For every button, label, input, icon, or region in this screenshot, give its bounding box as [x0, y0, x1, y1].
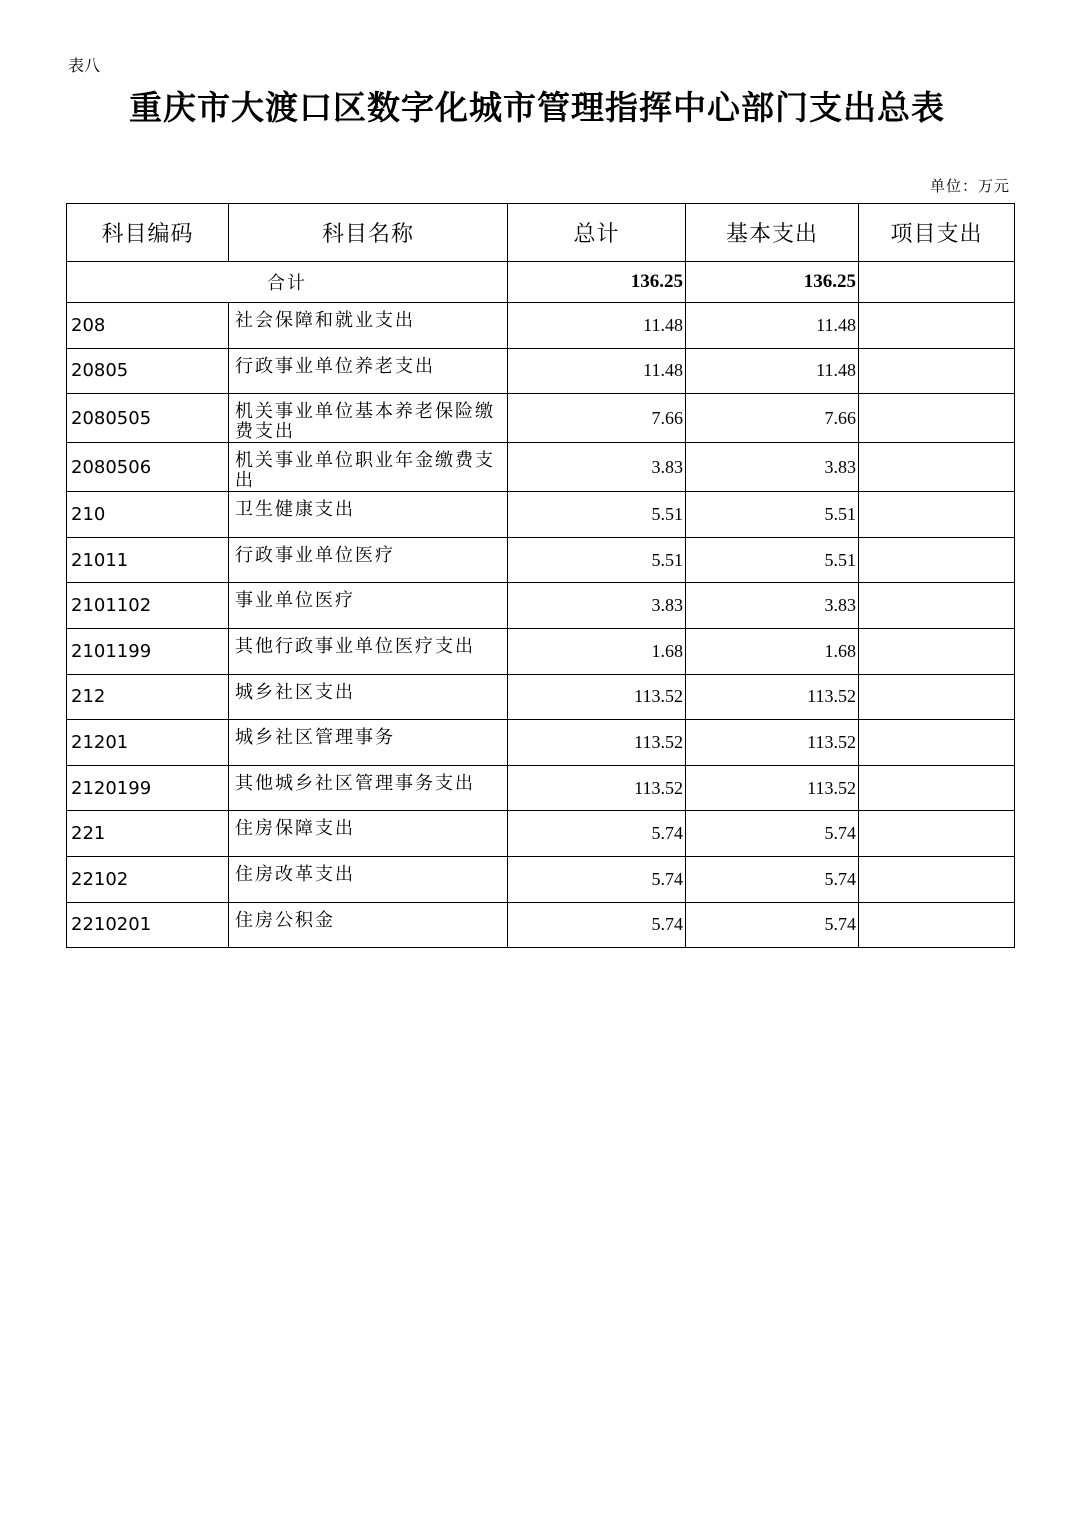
- row-code: 2210201: [67, 902, 229, 948]
- table-row: [67, 811, 1015, 857]
- row-name: 城乡社区管理事务: [229, 720, 508, 766]
- table-row: [67, 674, 1015, 720]
- row-basic-value: 113.52: [686, 765, 859, 811]
- row-total-value: 5.51: [508, 537, 686, 583]
- row-name: 其他城乡社区管理事务支出: [229, 765, 508, 811]
- row-total-value: 11.48: [508, 303, 686, 349]
- row-total-value: 5.74: [508, 811, 686, 857]
- column-header-name: 科目名称: [229, 204, 508, 262]
- row-project-value: [859, 856, 1015, 902]
- row-basic-value: 7.66: [686, 394, 859, 443]
- row-project-value: [859, 583, 1015, 629]
- row-total-value: 113.52: [508, 765, 686, 811]
- row-code: 208: [67, 303, 229, 349]
- page-title: 重庆市大渡口区数字化城市管理指挥中心部门支出总表: [129, 88, 945, 127]
- row-basic-value: 5.74: [686, 902, 859, 948]
- row-basic-value: 1.68: [686, 628, 859, 674]
- row-basic-value: 11.48: [686, 303, 859, 349]
- table-header-row: [67, 204, 1015, 262]
- column-header-project: 项目支出: [859, 204, 1015, 262]
- row-name: 社会保障和就业支出: [229, 303, 508, 349]
- row-project-value: [859, 348, 1015, 394]
- row-name: 住房改革支出: [229, 856, 508, 902]
- row-basic-value: 3.83: [686, 443, 859, 492]
- row-name: 卫生健康支出: [229, 492, 508, 538]
- row-project-value: [859, 720, 1015, 766]
- row-name: 机关事业单位职业年金缴费支出: [229, 443, 508, 492]
- table-row: [67, 492, 1015, 538]
- row-name: 住房保障支出: [229, 811, 508, 857]
- row-total-value: 1.68: [508, 628, 686, 674]
- row-basic-value: 5.51: [686, 537, 859, 583]
- row-code: 2080506: [67, 443, 229, 492]
- expense-table: [66, 203, 1015, 948]
- row-project-value: [859, 674, 1015, 720]
- row-code: 2101199: [67, 628, 229, 674]
- row-code: 2101102: [67, 583, 229, 629]
- table-row: [67, 628, 1015, 674]
- table-row: [67, 902, 1015, 948]
- table-label: 表八: [68, 56, 101, 75]
- row-code: 20805: [67, 348, 229, 394]
- row-project-value: [859, 443, 1015, 492]
- row-basic-value: 113.52: [686, 674, 859, 720]
- row-project-value: [859, 628, 1015, 674]
- row-project-value: [859, 811, 1015, 857]
- row-total-value: 7.66: [508, 394, 686, 443]
- row-total-value: 5.51: [508, 492, 686, 538]
- table-row: [67, 537, 1015, 583]
- row-basic-value: 11.48: [686, 348, 859, 394]
- table-row: [67, 443, 1015, 492]
- table-row: [67, 765, 1015, 811]
- row-name: 住房公积金: [229, 902, 508, 948]
- unit-label: 单位：万元: [929, 177, 1010, 195]
- row-total-value: 113.52: [508, 674, 686, 720]
- column-header-total: 总计: [508, 204, 686, 262]
- row-project-value: [859, 765, 1015, 811]
- row-code: 212: [67, 674, 229, 720]
- row-code: 21011: [67, 537, 229, 583]
- row-code: 22102: [67, 856, 229, 902]
- table-row: [67, 720, 1015, 766]
- row-total-value: 113.52: [508, 720, 686, 766]
- row-name: 行政事业单位医疗: [229, 537, 508, 583]
- row-basic-value: 3.83: [686, 583, 859, 629]
- table-row: [67, 303, 1015, 349]
- total-project-value: [859, 262, 1015, 303]
- row-basic-value: 113.52: [686, 720, 859, 766]
- row-project-value: [859, 303, 1015, 349]
- row-name: 事业单位医疗: [229, 583, 508, 629]
- row-basic-value: 5.74: [686, 811, 859, 857]
- row-total-value: 11.48: [508, 348, 686, 394]
- row-project-value: [859, 902, 1015, 948]
- column-header-code: 科目编码: [67, 204, 229, 262]
- row-name: 机关事业单位基本养老保险缴费支出: [229, 394, 508, 443]
- row-basic-value: 5.51: [686, 492, 859, 538]
- row-name: 行政事业单位养老支出: [229, 348, 508, 394]
- row-total-value: 3.83: [508, 583, 686, 629]
- table-row: [67, 394, 1015, 443]
- column-header-basic: 基本支出: [686, 204, 859, 262]
- row-name: 其他行政事业单位医疗支出: [229, 628, 508, 674]
- table-row: [67, 856, 1015, 902]
- row-code: 221: [67, 811, 229, 857]
- row-code: 2120199: [67, 765, 229, 811]
- total-row: [67, 262, 1015, 303]
- row-total-value: 5.74: [508, 856, 686, 902]
- total-total-value: 136.25: [508, 262, 686, 303]
- table-row: [67, 583, 1015, 629]
- row-name: 城乡社区支出: [229, 674, 508, 720]
- row-project-value: [859, 537, 1015, 583]
- total-label: 合计: [67, 262, 508, 303]
- row-code: 2080505: [67, 394, 229, 443]
- row-code: 21201: [67, 720, 229, 766]
- row-project-value: [859, 492, 1015, 538]
- total-basic-value: 136.25: [686, 262, 859, 303]
- row-project-value: [859, 394, 1015, 443]
- row-total-value: 5.74: [508, 902, 686, 948]
- table-row: [67, 348, 1015, 394]
- row-total-value: 3.83: [508, 443, 686, 492]
- row-code: 210: [67, 492, 229, 538]
- row-basic-value: 5.74: [686, 856, 859, 902]
